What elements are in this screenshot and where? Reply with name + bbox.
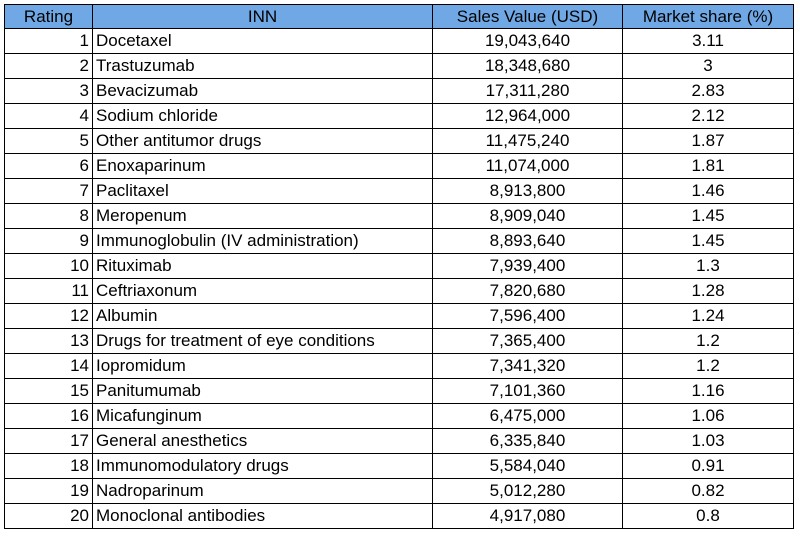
cell-inn: Drugs for treatment of eye conditions (93, 329, 433, 354)
cell-market-share: 1.45 (623, 229, 794, 254)
header-rating: Rating (5, 5, 93, 29)
cell-inn: Immunoglobulin (IV administration) (93, 229, 433, 254)
cell-sales-value: 19,043,640 (433, 29, 623, 54)
table-body (5, 29, 794, 529)
cell-sales-value: 7,365,400 (433, 329, 623, 354)
cell-sales-value: 11,475,240 (433, 129, 623, 154)
cell-sales-value: 6,335,840 (433, 429, 623, 454)
cell-market-share: 1.06 (623, 404, 794, 429)
table-row (5, 79, 794, 104)
cell-rating: 18 (5, 454, 93, 479)
cell-sales-value: 18,348,680 (433, 54, 623, 79)
table-row (5, 404, 794, 429)
cell-inn: Micafunginum (93, 404, 433, 429)
cell-market-share: 1.81 (623, 154, 794, 179)
cell-inn: Enoxaparinum (93, 154, 433, 179)
cell-inn: Trastuzumab (93, 54, 433, 79)
table-row (5, 179, 794, 204)
cell-market-share: 1.2 (623, 329, 794, 354)
cell-sales-value: 4,917,080 (433, 504, 623, 529)
cell-sales-value: 7,101,360 (433, 379, 623, 404)
table-row (5, 454, 794, 479)
cell-rating: 9 (5, 229, 93, 254)
cell-market-share: 1.87 (623, 129, 794, 154)
cell-rating: 8 (5, 204, 93, 229)
cell-market-share: 1.2 (623, 354, 794, 379)
table-row (5, 329, 794, 354)
cell-inn: Ceftriaxonum (93, 279, 433, 304)
cell-sales-value: 7,939,400 (433, 254, 623, 279)
cell-market-share: 1.45 (623, 204, 794, 229)
cell-market-share: 3.11 (623, 29, 794, 54)
cell-inn: Meropenum (93, 204, 433, 229)
cell-inn: Sodium chloride (93, 104, 433, 129)
cell-sales-value: 6,475,000 (433, 404, 623, 429)
cell-sales-value: 12,964,000 (433, 104, 623, 129)
cell-sales-value: 5,584,040 (433, 454, 623, 479)
cell-rating: 19 (5, 479, 93, 504)
table-row (5, 154, 794, 179)
cell-market-share: 1.16 (623, 379, 794, 404)
cell-rating: 13 (5, 329, 93, 354)
table-row (5, 229, 794, 254)
cell-inn: Docetaxel (93, 29, 433, 54)
cell-inn: Bevacizumab (93, 79, 433, 104)
cell-rating: 14 (5, 354, 93, 379)
cell-inn: Panitumumab (93, 379, 433, 404)
cell-market-share: 3 (623, 54, 794, 79)
cell-market-share: 1.24 (623, 304, 794, 329)
cell-market-share: 1.46 (623, 179, 794, 204)
table-row (5, 379, 794, 404)
cell-market-share: 1.3 (623, 254, 794, 279)
cell-inn: Albumin (93, 304, 433, 329)
cell-inn: Monoclonal antibodies (93, 504, 433, 529)
cell-rating: 7 (5, 179, 93, 204)
cell-market-share: 1.03 (623, 429, 794, 454)
table-row (5, 504, 794, 529)
header-sales-value: Sales Value (USD) (433, 5, 623, 29)
table-header (5, 5, 794, 29)
cell-market-share: 0.82 (623, 479, 794, 504)
cell-rating: 15 (5, 379, 93, 404)
header-row (5, 5, 794, 29)
cell-market-share: 1.28 (623, 279, 794, 304)
cell-sales-value: 8,909,040 (433, 204, 623, 229)
cell-inn: Nadroparinum (93, 479, 433, 504)
table-row (5, 29, 794, 54)
cell-rating: 5 (5, 129, 93, 154)
cell-inn: Iopromidum (93, 354, 433, 379)
cell-sales-value: 7,820,680 (433, 279, 623, 304)
cell-sales-value: 11,074,000 (433, 154, 623, 179)
header-inn: INN (93, 5, 433, 29)
table-row (5, 54, 794, 79)
table-row (5, 279, 794, 304)
cell-market-share: 2.83 (623, 79, 794, 104)
cell-sales-value: 17,311,280 (433, 79, 623, 104)
cell-rating: 11 (5, 279, 93, 304)
cell-rating: 20 (5, 504, 93, 529)
cell-rating: 12 (5, 304, 93, 329)
cell-sales-value: 5,012,280 (433, 479, 623, 504)
cell-rating: 16 (5, 404, 93, 429)
cell-rating: 3 (5, 79, 93, 104)
cell-rating: 1 (5, 29, 93, 54)
table-row (5, 129, 794, 154)
cell-sales-value: 7,596,400 (433, 304, 623, 329)
cell-inn: Immunomodulatory drugs (93, 454, 433, 479)
cell-sales-value: 8,893,640 (433, 229, 623, 254)
cell-rating: 17 (5, 429, 93, 454)
sales-table (4, 4, 794, 529)
cell-market-share: 0.91 (623, 454, 794, 479)
cell-sales-value: 7,341,320 (433, 354, 623, 379)
table-row (5, 479, 794, 504)
cell-rating: 4 (5, 104, 93, 129)
table-row (5, 304, 794, 329)
table-row (5, 254, 794, 279)
header-market-share: Market share (%) (623, 5, 794, 29)
cell-market-share: 2.12 (623, 104, 794, 129)
cell-inn: General anesthetics (93, 429, 433, 454)
table-row (5, 354, 794, 379)
cell-rating: 10 (5, 254, 93, 279)
table-row (5, 429, 794, 454)
table-row (5, 104, 794, 129)
cell-inn: Other antitumor drugs (93, 129, 433, 154)
cell-rating: 2 (5, 54, 93, 79)
cell-rating: 6 (5, 154, 93, 179)
cell-inn: Paclitaxel (93, 179, 433, 204)
table-row (5, 204, 794, 229)
cell-sales-value: 8,913,800 (433, 179, 623, 204)
cell-market-share: 0.8 (623, 504, 794, 529)
cell-inn: Rituximab (93, 254, 433, 279)
